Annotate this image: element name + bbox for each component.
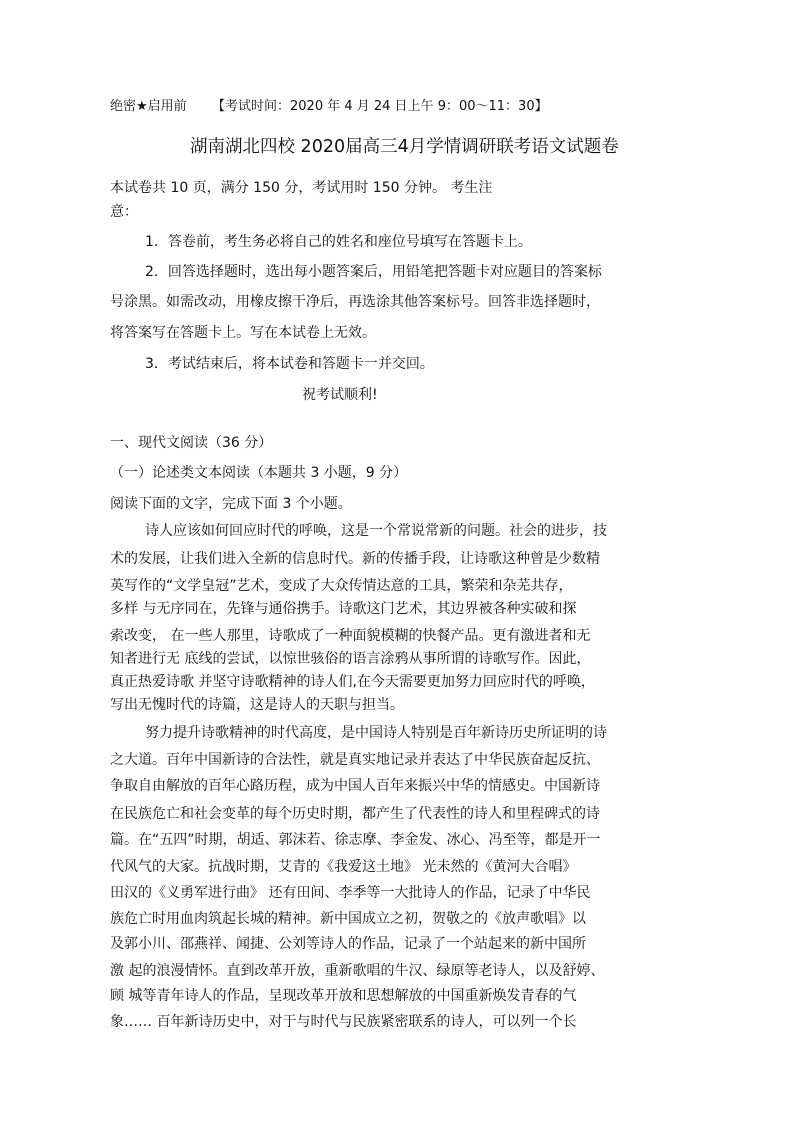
note-item: 2．回答选择题时，选出每小题答案后，用铅笔把答题卡对应题目的答案标: [145, 264, 602, 280]
passage-line: 族危亡时用血肉筑起长城的精神。新中国成立之初，贺敬之的《放声歌唱》以: [110, 911, 586, 927]
passage-line: 顾 城等青年诗人的作品，呈现改革开放和思想解放的中国重新焕发青春的气: [110, 988, 577, 1004]
confidential-label: 绝密★启用前: [110, 99, 187, 114]
passage-line: 及郭小川、邵燕祥、闻捷、公刘等诗人的作品，记录了一个站起来的新中国所: [110, 936, 586, 952]
intro-line: 意：: [110, 204, 138, 220]
passage-line: 英写作的“文学皇冠”艺术，变成了大众传情达意的工具，繁荣和杂芜共存，: [110, 578, 573, 594]
note-item: 3．考试结束后，将本试卷和答题卡一并交回。: [145, 356, 434, 372]
subsection-heading: （一）论述类文本阅读（本题共 3 小题，9 分）: [110, 465, 408, 481]
passage-line: 田汉的《义勇军进行曲》 还有田间、李季等一大批诗人的作品，记录了中华民: [110, 885, 591, 901]
passage-line: 知者进行无 底线的尝试，以惊世骇俗的语言涂鸦从事所谓的诗歌写作。因此，: [110, 651, 591, 667]
passage-line: 争取自由解放的百年心路历程，成为中国人百年来振兴中华的情感史。中国新诗: [110, 778, 600, 794]
passage-line: 在民族危亡和社会变革的每个历史时期，都产生了代表性的诗人和里程碑式的诗: [110, 806, 600, 822]
instruction: 阅读下面的文字，完成下面 3 个小题。: [110, 496, 352, 512]
passage-line: 多样 与无序同在，先锋与通俗携手。诗歌这门艺术，其边界被各种实破和探: [110, 601, 577, 617]
section-heading: 一、现代文阅读（36 分）: [110, 435, 273, 451]
passage-line: 写出无愧时代的诗篇，这是诗人的天职与担当。: [110, 697, 404, 713]
passage-line: 真正热爱诗歌 并坚守诗歌精神的诗人们,在今天需要更加努力回应时代的呼唤，: [110, 674, 595, 690]
passage-line: 象…… 百年新诗历史中，对于与时代与民族紧密联系的诗人，可以列一个长: [110, 1014, 577, 1030]
passage-line: 努力提升诗歌精神的时代高度，是中国诗人特别是百年新诗历史所证明的诗: [145, 725, 607, 741]
passage-line: 激 起的浪漫情怀。直到改革开放，重新歌唱的牛汉、绿原等老诗人，以及舒婷、: [110, 963, 605, 979]
intro-line: 本试卷共 10 页，满分 150 分，考试用时 150 分钟。 考生注: [110, 180, 493, 196]
document-title: 湖南湖北四校 2020届高三4月学情调研联考语文试题卷: [190, 137, 619, 157]
note-item: 号涂黑。如需改动，用橡皮擦干净后，再选涂其他答案标号。回答非选择题时，: [110, 294, 600, 310]
passage-line: 索改变， 在一些人那里，诗歌成了一种面貌模糊的快餐产品。更有激进者和无: [110, 628, 591, 644]
passage-line: 代风气的大家。抗战时期，艾青的《我爱这土地》 光未然的《黄河大合唱》: [110, 859, 577, 875]
passage-line: 之大道。百年中国新诗的合法性，就是真实地记录并表达了中华民族奋起反抗、: [110, 752, 600, 768]
note-item: 将答案写在答题卡上。写在本试卷上无效。: [110, 325, 376, 341]
note-item: 1．答卷前，考生务必将自己的姓名和座位号填写在答题卡上。: [145, 234, 532, 250]
passage-line: 篇。在“五四”时期，胡适、郭沫若、徐志摩、李金发、冰心、冯至等，都是开一: [110, 832, 601, 848]
passage-line: 术的发展，让我们进入全新的信息时代。新的传播手段，让诗歌这种曾是少数精: [110, 551, 600, 567]
exam-time: 【考试时间：2020 年 4 月 24 日上午 9：00～11：30】: [212, 99, 548, 114]
blessing: 祝考试顺利!: [302, 387, 378, 403]
passage-line: 诗人应该如何回应时代的呼唤，这是一个常说常新的问题。社会的进步，技: [145, 523, 607, 539]
